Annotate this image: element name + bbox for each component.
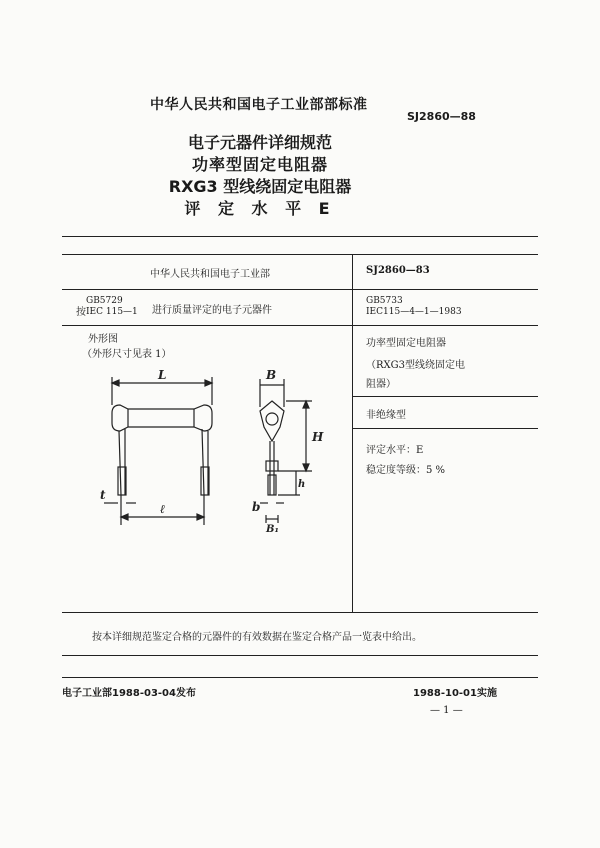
outline-label: 外形图	[88, 334, 118, 345]
component-name: 功率型固定电阻器	[366, 338, 446, 349]
basis-prefix: 按	[76, 307, 86, 318]
label-B1: B₁	[266, 524, 279, 535]
right-col-divider-1	[352, 396, 538, 397]
standard-code: SJ2860—88	[407, 110, 476, 123]
effective-date: 1988-10-01实施	[413, 688, 497, 699]
doc-title-line4: 评 定 水 平 E	[184, 199, 336, 218]
component-type-line2: 阻器）	[366, 379, 396, 390]
label-t: t	[100, 488, 106, 502]
label-h: h	[298, 479, 306, 490]
table-row-divider-2	[62, 325, 538, 326]
issuer-code: SJ2860—83	[366, 265, 430, 276]
resistor-outline-drawing	[90, 365, 330, 535]
doc-title-line2: 功率型固定电阻器	[191, 155, 328, 174]
table-row-divider-1	[62, 289, 538, 290]
table-bottom-rule	[62, 655, 538, 656]
footnote-text: 按本详细规范鉴定合格的元器件的有效数据在鉴定合格产品一览表中给出。	[92, 632, 422, 643]
page-number: — 1 —	[430, 705, 463, 716]
basis-std-1: GB5729	[86, 296, 123, 306]
label-H: H	[312, 430, 324, 444]
doc-title-line3: RXG3 型线绕固定电阻器	[168, 177, 352, 196]
basis-text: 进行质量评定的电子元器件	[152, 305, 272, 316]
issue-date: 电子工业部1988-03-04发布	[62, 688, 196, 699]
right-std-1: GB5733	[366, 296, 403, 306]
component-type-line1: （RXG3型线绕固定电	[366, 360, 465, 371]
right-std-2: IEC115—4—1—1983	[366, 307, 462, 317]
assessment-level: 评定水平：E	[366, 445, 424, 456]
doc-title-line1: 电子元器件详细规范	[187, 133, 332, 152]
outline-note: （外形尺寸见表 1）	[82, 349, 172, 360]
label-b: b	[252, 500, 261, 514]
table-header-top	[62, 254, 538, 255]
basis-std-2: IEC 115—1	[86, 307, 138, 317]
label-L: L	[158, 368, 167, 382]
issuer-name: 中华人民共和国电子工业部	[150, 269, 270, 280]
right-col-divider-2	[352, 428, 538, 429]
insulation-type: 非绝缘型	[366, 410, 406, 421]
table-row-divider-3	[62, 612, 538, 613]
label-B: B	[266, 368, 277, 382]
table-top-rule	[62, 236, 538, 237]
ministry-standard-title: 中华人民共和国电子工业部部标准	[150, 97, 368, 113]
stability-level: 稳定度等级：5 %	[366, 465, 446, 476]
table-column-divider	[352, 254, 353, 612]
label-l: ℓ	[160, 502, 166, 516]
footer-top-rule	[62, 677, 538, 678]
